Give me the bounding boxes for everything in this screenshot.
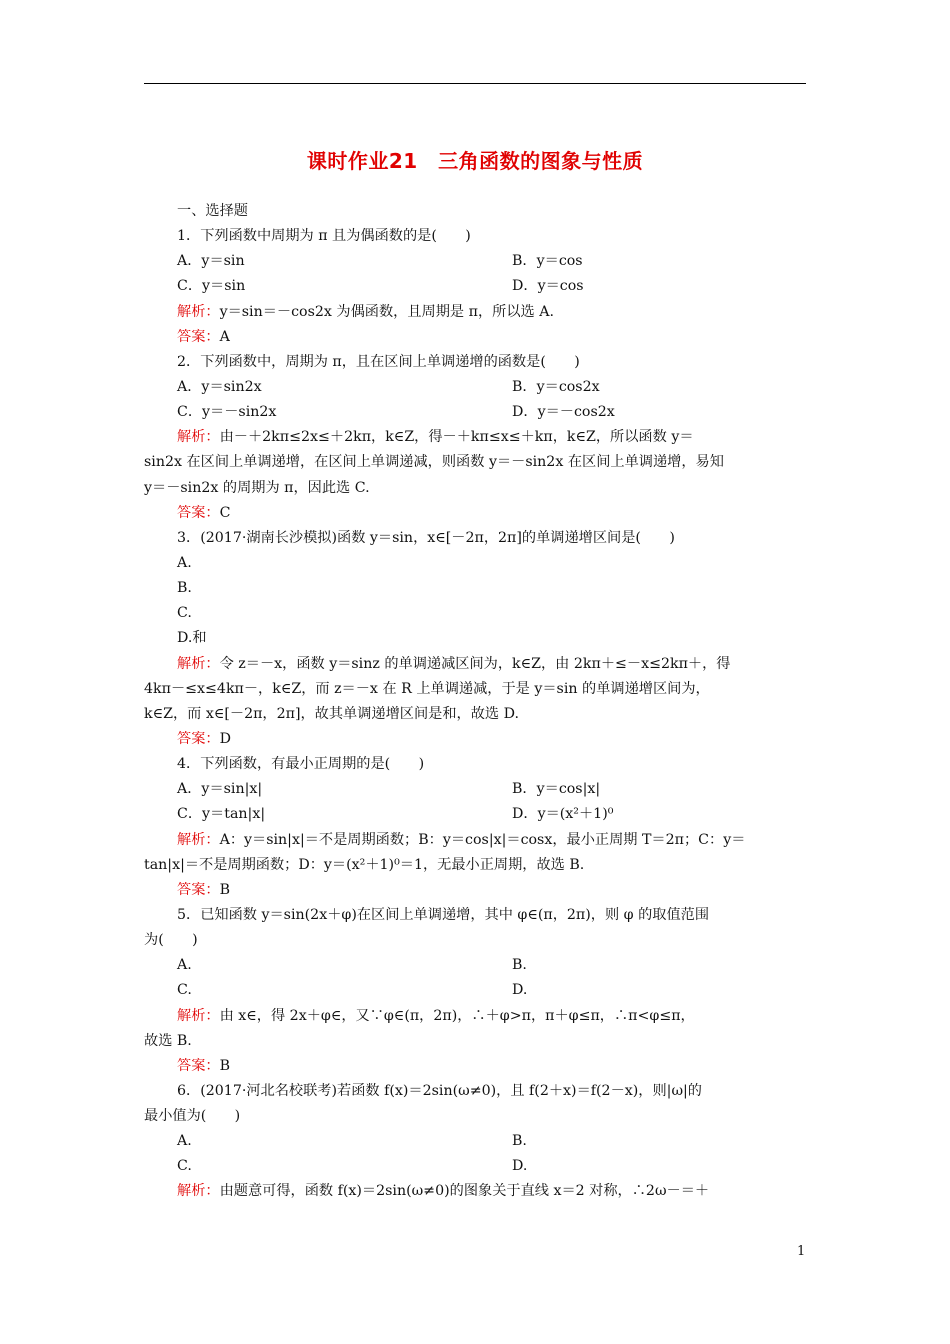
text-line: sin2x 在区间上单调递增，在区间上单调递减，则函数 y＝－sin2x 在区间上单调递增，易知 xyxy=(144,454,724,471)
analysis-line xyxy=(144,425,806,450)
page-number: 1 xyxy=(797,1244,806,1259)
option-right: B．y＝cos|x| xyxy=(512,781,601,798)
text-line: 故选 B. xyxy=(144,1032,192,1049)
analysis-line xyxy=(144,1004,806,1029)
line-text: 由题意可得，函数 f(x)＝2sin(ω≠0)的图象关于直线 x＝2 对称，∴2ω－＝＋ xyxy=(219,1183,710,1200)
option-left: C．y＝tan|x| xyxy=(177,806,266,823)
text-line: B. xyxy=(177,580,192,597)
line-text: C xyxy=(219,504,231,521)
text-line: y＝－sin2x 的周期为 π，因此选 C. xyxy=(144,479,370,496)
text-line: 6．(2017·河北名校联考)若函数 f(x)＝2sin(ω≠0)，且 f(2＋x)＝f(2－x)，则|ω|的 xyxy=(177,1082,702,1099)
line-label: 解析： xyxy=(177,655,220,672)
option-left: C．y＝－sin2x xyxy=(177,404,277,421)
analysis-line xyxy=(144,300,806,325)
answer-line xyxy=(144,1054,806,1079)
option-right: D．y＝(x²＋1)⁰ xyxy=(512,806,614,823)
line-text: A xyxy=(219,328,230,345)
text-line: C. xyxy=(177,605,192,622)
line-label: 解析： xyxy=(177,303,220,320)
text-line: 3．(2017·湖南长沙模拟)函数 y＝sin，x∈[－2π，2π]的单调递增区间是( ) xyxy=(177,529,675,546)
option-row xyxy=(144,777,806,802)
text-line: 最小值为( ) xyxy=(144,1108,241,1125)
line-label: 答案： xyxy=(177,504,220,521)
option-row xyxy=(144,400,806,425)
line-text: 令 z＝－x，函数 y＝sinz 的单调递减区间为，k∈Z，由 2kπ＋≤－x≤2kπ＋，得 xyxy=(219,655,731,672)
option-row xyxy=(144,249,806,274)
option-right: D．y＝cos xyxy=(512,278,584,295)
line-label: 解析： xyxy=(177,1007,220,1024)
line-label: 解析： xyxy=(177,429,220,446)
option-right: B. xyxy=(512,1133,527,1150)
line-label: 答案： xyxy=(177,1057,220,1074)
option-right: B．y＝cos2x xyxy=(512,378,600,395)
option-left: A. xyxy=(177,957,192,974)
text-line: 4kπ－≤x≤4kπ－，k∈Z，而 z＝－x 在 R 上单调递减，于是 y＝sin 的单调递增区间为， xyxy=(144,680,710,697)
option-left: C. xyxy=(177,1158,192,1175)
line-text: y＝sin＝－cos2x 为偶函数，且周期是 π，所以选 A. xyxy=(219,303,554,320)
option-row xyxy=(144,375,806,400)
option-left: C．y＝sin xyxy=(177,278,246,295)
line-text: D xyxy=(219,730,231,747)
text-line: 为( ) xyxy=(144,932,198,949)
answer-line xyxy=(144,501,806,526)
option-row xyxy=(144,1129,806,1154)
option-row xyxy=(144,978,806,1003)
option-row xyxy=(144,802,806,827)
option-left: C. xyxy=(177,982,192,999)
option-row xyxy=(144,274,806,299)
option-left: A. xyxy=(177,1133,192,1150)
text-line: tan|x|＝不是周期函数；D：y＝(x²＋1)⁰＝1，无最小正周期，故选 B. xyxy=(144,856,585,873)
option-right: D．y＝－cos2x xyxy=(512,404,615,421)
document-body xyxy=(144,199,806,1205)
text-line: 5．已知函数 y＝sin(2x＋φ)在区间上单调递增，其中 φ∈(π，2π)，则 φ 的取值范围 xyxy=(177,906,710,923)
text-line: k∈Z，而 x∈[－2π，2π]，故其单调递增区间是和，故选 D. xyxy=(144,705,520,722)
line-label: 解析： xyxy=(177,1183,220,1200)
analysis-line xyxy=(144,652,806,677)
analysis-line xyxy=(144,828,806,853)
option-right: B．y＝cos xyxy=(512,253,583,270)
answer-line xyxy=(144,727,806,752)
page-title: 课时作业21 三角函数的图象与性质 xyxy=(306,149,644,173)
line-label: 答案： xyxy=(177,730,220,747)
text-line: D.和 xyxy=(177,630,207,647)
option-left: A．y＝sin|x| xyxy=(177,781,263,798)
option-left: A．y＝sin2x xyxy=(177,378,262,395)
answer-line xyxy=(144,325,806,350)
line-label: 答案： xyxy=(177,328,220,345)
option-left: A．y＝sin xyxy=(177,253,245,270)
option-right: D. xyxy=(512,1158,528,1175)
answer-line xyxy=(144,878,806,903)
option-right: D. xyxy=(512,982,528,999)
text-line: A. xyxy=(177,554,192,571)
text-line: 2．下列函数中，周期为 π，且在区间上单调递增的函数是( ) xyxy=(177,353,580,370)
text-line: 一、选择题 xyxy=(177,203,248,219)
option-row xyxy=(144,1154,806,1179)
text-line: 1．下列函数中周期为 π 且为偶函数的是( ) xyxy=(177,228,471,245)
line-text: 由 x∈，得 2x＋φ∈，又∵φ∈(π，2π)，∴＋φ>π，π＋φ≤π，∴π<φ≤π， xyxy=(219,1007,695,1024)
header-rule xyxy=(144,83,806,84)
line-text: 由－＋2kπ≤2x≤＋2kπ，k∈Z，得－＋kπ≤x≤＋kπ，k∈Z，所以函数 y＝ xyxy=(219,429,694,446)
option-right: B. xyxy=(512,957,527,974)
text-line: 4．下列函数，有最小正周期的是( ) xyxy=(177,756,425,773)
option-row xyxy=(144,953,806,978)
line-text: B xyxy=(219,1057,231,1074)
analysis-line xyxy=(144,1179,806,1204)
line-label: 答案： xyxy=(177,881,220,898)
line-text: B xyxy=(219,881,231,898)
line-label: 解析： xyxy=(177,831,220,848)
line-text: A：y＝sin|x|＝不是周期函数；B：y＝cos|x|＝cosx，最小正周期 T＝2π；C：y＝ xyxy=(219,831,746,848)
